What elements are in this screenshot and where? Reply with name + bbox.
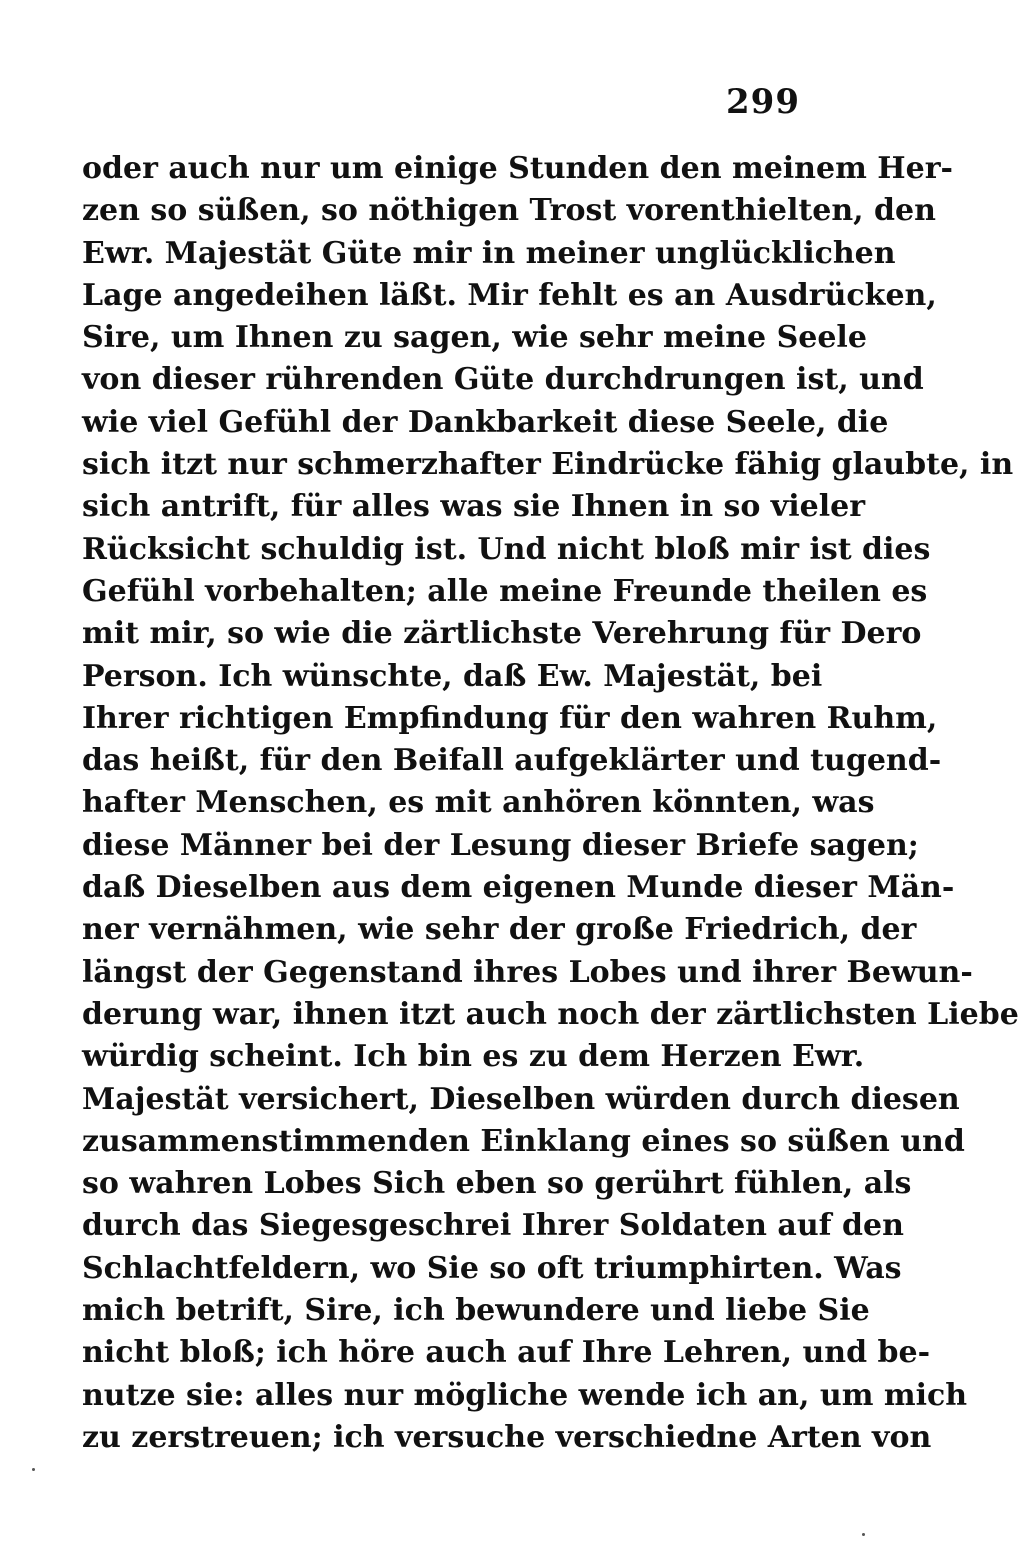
text-line: daß Dieselben aus dem eigenen Munde dieser Män- bbox=[82, 870, 955, 906]
text-line: von dieser rührenden Güte durchdrungen ist, und bbox=[82, 362, 924, 398]
text-line: längst der Gegenstand ihres Lobes und ihrer Bewun- bbox=[82, 954, 973, 990]
text-line: Lage angedeihen läßt. Mir fehlt es an Ausdrücken, bbox=[82, 277, 937, 313]
page-number: 299 bbox=[726, 82, 800, 122]
text-line: wie viel Gefühl der Dankbarkeit diese Seele, die bbox=[82, 404, 889, 440]
text-line: nutze sie: alles nur mögliche wende ich an, um mich bbox=[82, 1377, 968, 1413]
text-line: mich betrift, Sire, ich bewundere und liebe Sie bbox=[82, 1293, 870, 1329]
text-line: nicht bloß; ich höre auch auf Ihre Lehren, und be- bbox=[82, 1335, 931, 1371]
text-line: derung war, ihnen itzt auch noch der zärtlichsten Liebe bbox=[82, 996, 1019, 1032]
text-line: Ihrer richtigen Empfindung für den wahren Ruhm, bbox=[82, 700, 938, 736]
paper-speck bbox=[862, 1533, 865, 1536]
text-line: Sire, um Ihnen zu sagen, wie sehr meine Seele bbox=[82, 320, 867, 356]
text-line: würdig scheint. Ich bin es zu dem Herzen Ewr. bbox=[82, 1039, 865, 1075]
text-line: hafter Menschen, es mit anhören könnten, was bbox=[82, 785, 875, 821]
text-line: sich itzt nur schmerzhafter Eindrücke fähig glaubte, in bbox=[82, 447, 1014, 483]
text-line: so wahren Lobes Sich eben so gerührt fühlen, als bbox=[82, 1166, 912, 1202]
body-text bbox=[82, 148, 1019, 1459]
text-line: das heißt, für den Beifall aufgeklärter und tugend- bbox=[82, 743, 942, 779]
text-line: mit mir, so wie die zärtlichste Verehrung für Dero bbox=[82, 616, 922, 652]
text-line: Gefühl vorbehalten; alle meine Freunde theilen es bbox=[82, 573, 928, 609]
text-line: durch das Siegesgeschrei Ihrer Soldaten auf den bbox=[82, 1208, 904, 1244]
text-line: sich antrift, für alles was sie Ihnen in so vieler bbox=[82, 489, 866, 525]
paper-speck bbox=[32, 1468, 35, 1471]
text-line: Majestät versichert, Dieselben würden durch diesen bbox=[82, 1081, 960, 1117]
text-line: Rücksicht schuldig ist. Und nicht bloß mir ist dies bbox=[82, 531, 931, 567]
text-line: zen so süßen, so nöthigen Trost vorenthielten, den bbox=[82, 193, 936, 229]
text-line: ner vernähmen, wie sehr der große Friedrich, der bbox=[82, 912, 917, 948]
text-line: oder auch nur um einige Stunden den meinem Her- bbox=[82, 151, 953, 186]
text-line: zu zerstreuen; ich versuche verschiedne Arten von bbox=[82, 1419, 932, 1455]
text-line: Schlachtfeldern, wo Sie so oft triumphirten. Was bbox=[82, 1250, 902, 1286]
text-line: Person. Ich wünschte, daß Ew. Majestät, bei bbox=[82, 658, 823, 694]
text-line: diese Männer bei der Lesung dieser Briefe sagen; bbox=[82, 827, 919, 863]
text-line: zusammenstimmenden Einklang eines so süßen und bbox=[82, 1123, 965, 1159]
text-line: Ewr. Majestät Güte mir in meiner unglücklichen bbox=[82, 235, 896, 271]
